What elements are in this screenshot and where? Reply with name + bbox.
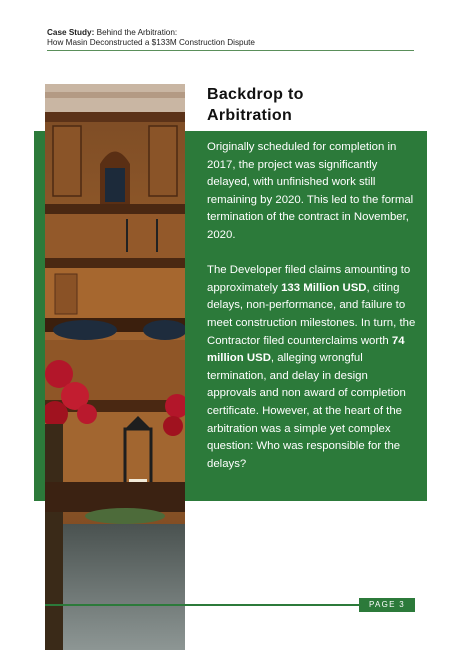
- section-title-line2: Arbitration: [207, 107, 293, 124]
- body-text: [207, 139, 417, 491]
- section-title: [207, 84, 407, 126]
- paragraph-2-part-2: , citing delays, non-performance, and failure to meet construction milestones. In turn, the Contractor filed counterclaims worth: [207, 281, 416, 347]
- paragraph-1: Originally scheduled for completion in 2017, the project was significantly delayed, with unfinished work still remaining by 2020. This led to the formal termination of the contract in November, 2020.: [207, 141, 414, 241]
- header-title-line: How Masin Deconstructed a $133M Construction Dispute: [47, 38, 255, 47]
- claim-amount: 133 Million USD: [281, 281, 367, 294]
- header-divider: [47, 50, 414, 51]
- footer-divider: [45, 604, 360, 606]
- section-title-line1: Backdrop to: [207, 86, 304, 103]
- header-subtitle: Behind the Arbitration:: [96, 28, 178, 37]
- paragraph-2-part-3: , alleging wrongful termination, and delay in design approvals and non award of completion certificate. However, at the heart of the arbitration was a simple yet complex question: Who was responsible for the delays?: [207, 352, 406, 470]
- header-label: Case Study:: [47, 28, 95, 37]
- page-number-label: PAGE 3: [359, 598, 415, 612]
- courtroom-illustration: [45, 84, 185, 650]
- page-header: [47, 28, 417, 48]
- paragraph-2-part-1: The Developer filed claims amounting to approximately: [207, 264, 411, 294]
- paragraph-2: [207, 262, 417, 473]
- counterclaim-amount: 74 million USD: [207, 334, 405, 365]
- courtroom-photo: [45, 84, 185, 650]
